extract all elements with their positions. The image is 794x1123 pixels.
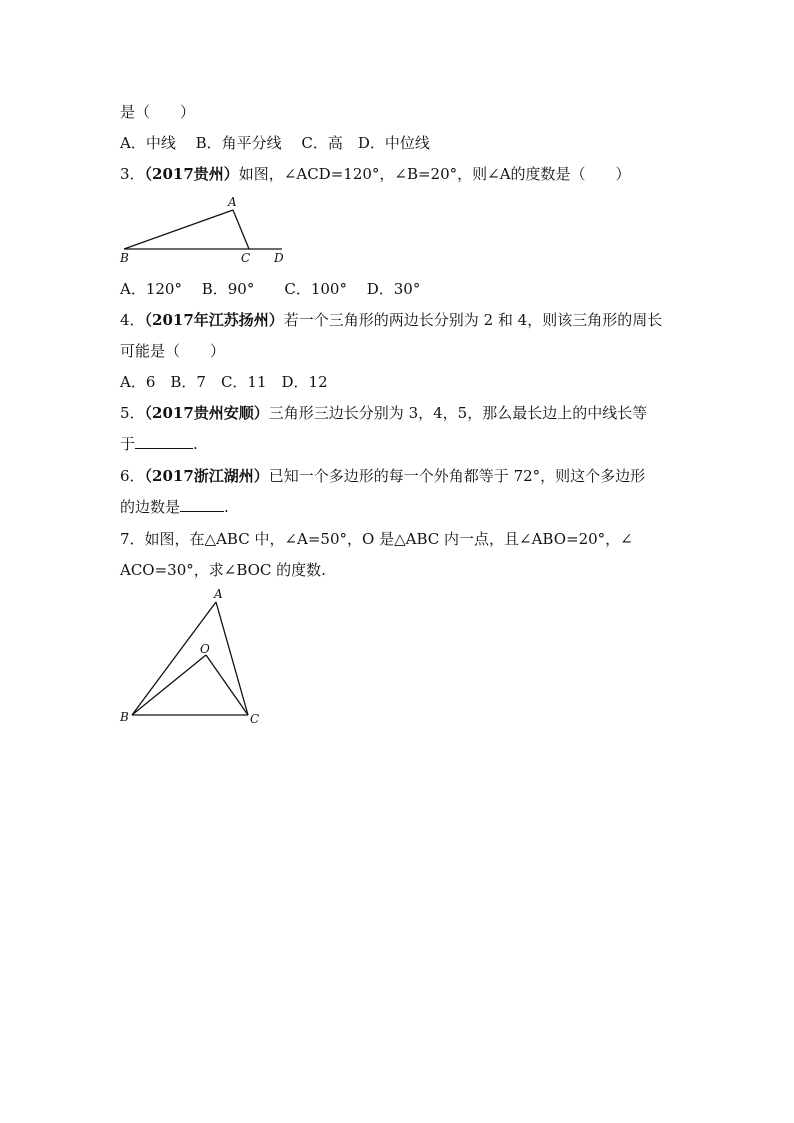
q6-pre: 的边数是 [120, 498, 181, 516]
q5-number: 5． [120, 404, 145, 422]
segment-ac [216, 602, 248, 715]
q3-number: 3． [120, 165, 145, 183]
q4-stem-cont: 可能是（ ） [120, 342, 226, 360]
segment-ab [132, 602, 216, 715]
label-c: C [250, 712, 260, 726]
q3-source: （2017贵州） [144, 165, 239, 183]
q4-number: 4． [120, 311, 145, 329]
q4-source: （2017年江苏扬州） [144, 311, 284, 329]
q6-stem [120, 466, 645, 486]
q6-stem-cont [120, 497, 229, 517]
q5-stem [120, 403, 647, 423]
label-c: C [241, 251, 251, 265]
q5-stem-cont [120, 434, 198, 454]
figure-triangle-acd [116, 192, 296, 267]
q5-answer-blank[interactable] [135, 434, 193, 449]
segment-ac [233, 210, 249, 249]
q7-stem-cont: ACO=30°，求∠BOC 的度数. [120, 561, 326, 579]
q6-source: （2017浙江湖州） [144, 467, 269, 485]
q6-answer-blank[interactable] [180, 497, 224, 512]
label-d: D [274, 251, 284, 265]
q3-options: A．120° B．90° C．100° D．30° [120, 280, 421, 298]
q4-options: A．6 B．7 C．11 D．12 [120, 373, 328, 391]
label-b: B [120, 251, 129, 265]
q5-post: . [193, 435, 198, 453]
q6-number: 6． [120, 467, 145, 485]
segment-oc [206, 655, 248, 715]
figure-triangle-abco [116, 586, 276, 731]
q2-options: A．中线 B．角平分线 C．高 D．中位线 [120, 134, 430, 152]
q4-stem [120, 310, 662, 330]
segment-ba [124, 210, 233, 249]
segment-bo [132, 655, 206, 715]
q3-text: 如图，∠ACD=120°，∠B=20°，则∠A的度数是（ ） [238, 165, 631, 183]
q4-text: 若一个三角形的两边长分别为 2 和 4，则该三角形的周长 [283, 311, 663, 329]
label-a: A [214, 587, 223, 601]
q3-stem [120, 164, 631, 184]
q5-text: 三角形三边长分别为 3，4，5，那么最长边上的中线长等 [268, 404, 648, 422]
q7-stem: 7．如图，在△ABC 中，∠A=50°，O 是△ABC 内一点，且∠ABO=20°，∠ [120, 530, 633, 548]
label-b: B [120, 710, 129, 724]
q6-post: . [224, 498, 229, 516]
q6-text: 已知一个多边形的每一个外角都等于 72°，则这个多边形 [268, 467, 646, 485]
q5-source: （2017贵州安顺） [144, 404, 269, 422]
label-a: A [228, 195, 237, 209]
q5-pre: 于 [120, 435, 136, 453]
label-o: O [200, 642, 210, 656]
q2-stem-tail: 是（ ） [120, 103, 196, 121]
